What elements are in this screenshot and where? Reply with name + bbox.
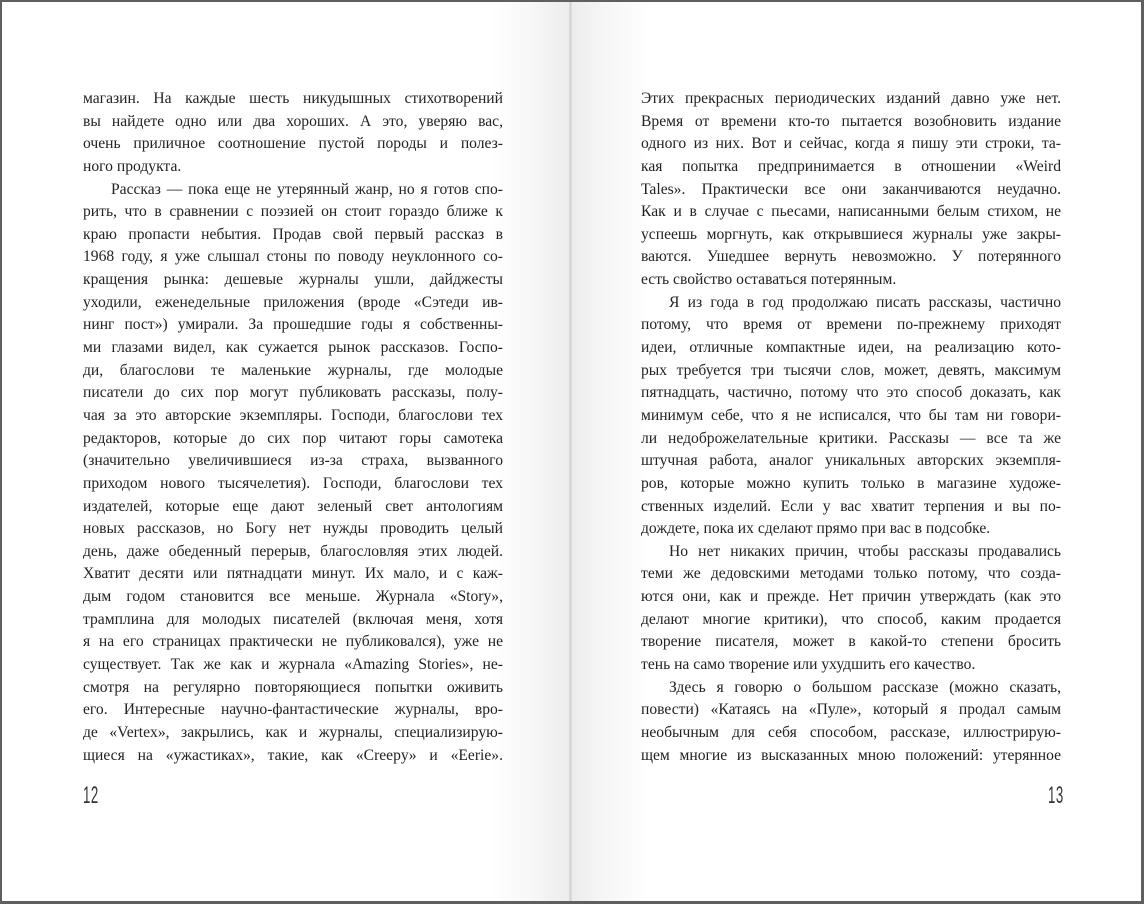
text-line: краю пропасти небытия. Продав свой первый рассказ в [83,225,503,243]
text-line: уходили, еженедельные приложения (вроде «Сэтеди ив- [83,293,503,311]
text-line: Но нет никаких причин, чтобы рассказы продавались [669,542,1061,560]
text-line: вы найдете одно или два хороших. А это, уверяю вас, [83,112,503,130]
left-page-text [83,88,503,767]
text-line: его. Интересные научно-фантастические журналы, вро- [83,701,503,719]
text-line: де «Vertex», закрылись, как и журналы, специализирую- [83,723,503,741]
text-line: повести) «Катаясь на «Пуле», который я продал самым [641,701,1061,719]
text-line: 1968 году, я уже слышал стоны по поводу неуклонного со- [83,248,503,266]
text-line: рить, что в сравнении с поэзией он стоит гораздо ближе к [83,203,503,221]
text-line: тень на само творение или ухудшить его качество. [641,656,976,674]
text-line: я на его страницах практически не публиковался), уже не [83,633,503,651]
text-line: Я из года в год продолжаю писать рассказы, частично [669,293,1061,311]
text-line: трамплина для молодых писателей (включая меня, хотя [83,610,503,628]
text-line: щиеся на «ужастиках», такие, как «Creepy» и «Eerie». [83,746,503,764]
text-line: очень приличное соотношение пустой породы и полез- [83,135,503,153]
left-page [2,2,570,901]
text-line: творение писателя, может в какой-то степени бросить [641,633,1061,651]
text-line: Рассказ — пока еще не утерянный жанр, но я готов спо- [111,180,503,198]
text-line: день, даже обеденный перерыв, благословляя этих людей. [83,542,503,560]
text-line: делают многие критики), что способ, каким продается [641,610,1061,628]
text-line: магазин. На каждые шесть никудышных стихотворений [83,90,503,107]
text-line: ваются. Ушедшее вернуть невозможно. У потерянного [641,248,1061,266]
right-page-text [641,88,1061,767]
text-line: щем многие из высказанных мною положений: утерянное [641,746,1061,764]
text-line: издателей, которые еще дают зеленый свет антологиям [83,497,503,515]
text-line: теми же дедовскими методами только потому, что созда- [641,565,1061,583]
text-line: Здесь я говорю о большом рассказе (можно сказать, [669,678,1061,696]
text-line: Как и в случае с пьесами, написанными белым стихом, не [641,203,1061,221]
text-line: успеешь моргнуть, как открывшиеся журналы уже закры- [641,225,1061,243]
text-line: существует. Так же как и журнала «Amazing Stories», не- [83,656,503,674]
text-line: необычным для себя способом, рассказе, иллюстрирую- [641,723,1061,741]
right-page [572,2,1141,901]
text-line: потому, что время от времени по-прежнему приходят [641,316,1061,334]
text-line: новых рассказов, но Богу нет нужды проводить целый [83,520,503,538]
page-number-right: 13 [1048,782,1064,809]
text-line: Хватит десяти или пятнадцати минут. Их мало, и с каж- [83,565,503,583]
text-line: ли недоброжелательные критики. Рассказы — все та же [641,429,1061,447]
text-line: Время от времени кто-то пытается возобновить издание [641,112,1061,130]
text-line: идеи, отличные компактные идеи, на реализацию кото- [641,339,1061,357]
text-line: ров, которые можно купить только в магазине художе- [641,474,1061,492]
text-line: ного продукта. [83,157,182,175]
text-line: дождете, пока их сделают прямо при вас в подсобке. [641,520,991,538]
text-line: рых требуется три тысячи слов, может, девять, максимум [641,361,1061,379]
text-line: нинг пост») умирали. За прошедшие годы я собственны- [83,316,503,334]
page-number-left: 12 [83,782,99,809]
text-line: ются они, как и прежде. Нет причин утверждать (как это [641,588,1061,606]
text-line: (значительно увеличившиеся из-за страха, вызванного [83,452,503,470]
text-line: пятнадцать, частично, потому что это способ доказать, как [641,384,1061,402]
text-line: кая попытка предпринимается в отношении «Weird [641,157,1061,175]
text-line: минимум себе, что я не исписался, что бы там ни говори- [641,406,1061,424]
text-line: Tales». Практически все они заканчиваются неудачно. [641,180,1061,198]
text-line: дым годом становится все меньше. Журнала «Story», [83,588,503,606]
text-line: приходом нового тысячелетия). Господи, благослови тех [83,474,503,492]
text-line: Этих прекрасных периодических изданий давно уже нет. [641,90,1061,107]
text-line: смотря на регулярно повторяющиеся попытки оживить [83,678,503,696]
text-line: ми глазами видел, как сужается рынок рассказов. Госпо- [83,339,503,357]
book-spread [2,2,1141,901]
text-line: писатели до сих пор могут публиковать рассказы, полу- [83,384,503,402]
text-line: ственных изделий. Если у вас хватит терпения и вы по- [641,497,1061,515]
text-line: штучная работа, аналог уникальных авторских экземпля- [641,452,1061,470]
text-line: одного из них. Вот и сейчас, когда я пишу эти строки, та- [641,135,1061,153]
text-line: ди, благослови те маленькие журналы, где молодые [83,361,503,379]
text-line: кращения рынка: дешевые журналы ушли, дайджесты [83,271,503,289]
text-line: чая за это авторские экземпляры. Господи, благослови тех [83,406,503,424]
text-line: редакторов, которые до сих пор читают горы самотека [83,429,503,447]
text-line: есть свойство оставаться потерянным. [641,271,897,289]
